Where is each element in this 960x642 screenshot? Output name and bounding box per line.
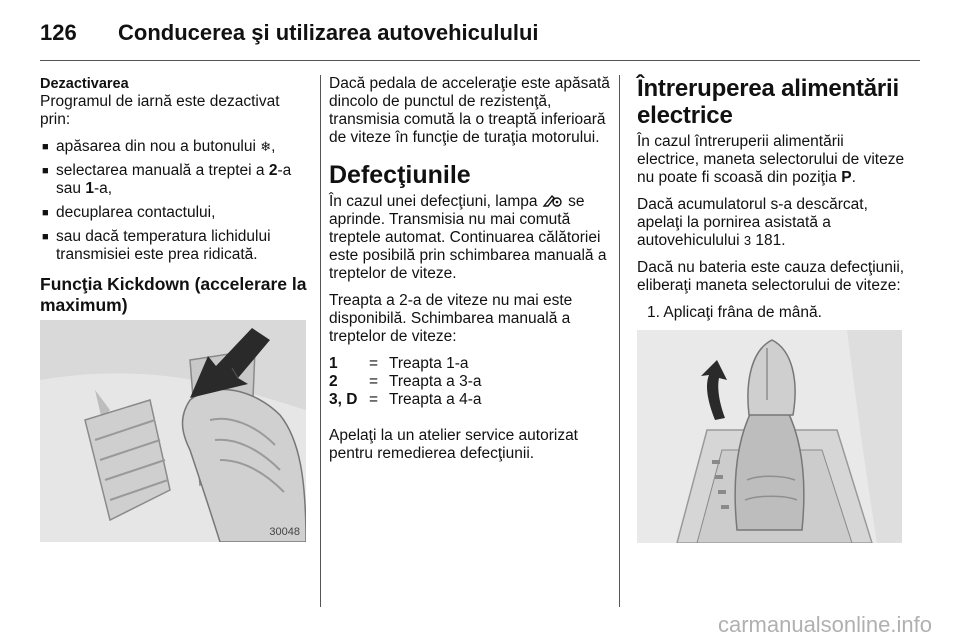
bullet-text: decuplarea contactului, xyxy=(56,204,216,221)
power-paragraph xyxy=(637,133,907,187)
list-item xyxy=(40,204,308,222)
column-2 xyxy=(329,75,611,472)
battery-text: Dacă acumulatorul s-a descărcat, apelaţi la pornirea asistată a autovehiculului xyxy=(637,196,868,249)
gear-selector-image xyxy=(637,330,902,543)
gear-cell: 2 xyxy=(329,373,338,390)
equals-cell: = xyxy=(369,355,379,372)
table-row xyxy=(329,373,481,391)
winter-program-icon: ❄ xyxy=(260,139,272,154)
watermark: carmanualsonline.info xyxy=(717,612,932,637)
gear-cell: 3, D xyxy=(329,391,358,408)
gear-selector-illustration xyxy=(637,330,902,543)
faults-text: se aprinde. Transmisia nu mai comută treptele automat. Continuarea călătoriei este posibilă prin schimbarea manuală a treptelor de viteze. xyxy=(329,193,607,282)
heading-line: electrice xyxy=(637,102,733,129)
list-item xyxy=(40,162,308,198)
manual-shift-paragraph: Treapta a 2-a de viteze nu mai este disponibilă. Schimbarea manuală a treptelor de viteze: xyxy=(329,292,573,345)
faults-paragraph xyxy=(329,193,611,283)
gear-table xyxy=(329,355,481,409)
column-3 xyxy=(637,75,907,322)
kickdown-paragraph: Dacă pedala de acceleraţie este apăsată dincolo de punctul de rezistenţă, transmisia comută la o treaptă inferioară de viteze în funcţie de turaţia motorului. xyxy=(329,75,610,146)
page-reference-link[interactable]: 181. xyxy=(755,232,786,249)
table-row xyxy=(329,355,481,373)
bullet-text: -a sau xyxy=(56,162,292,197)
numbered-step: 1. Aplicaţi frâna de mână. xyxy=(647,304,822,321)
pedal-illustration xyxy=(40,320,306,542)
position-p: P xyxy=(841,169,852,186)
bullet-text: sau dacă temperatura lichidului transmisiei este prea ridicată. xyxy=(56,228,271,263)
page-header xyxy=(40,14,920,50)
gear-number: 1 xyxy=(85,180,94,197)
bullet-punct: , xyxy=(271,138,276,155)
bullet-icon: ■ xyxy=(42,165,49,177)
release-paragraph: Dacă nu bateria este cauza defecţiunii, eliberaţi maneta selectorului de viteze: xyxy=(637,259,905,294)
page-number: 126 xyxy=(40,20,77,45)
list-item xyxy=(40,138,308,156)
header-divider xyxy=(40,60,920,61)
page-reference-icon: 3 xyxy=(743,233,752,248)
deactivation-heading: Dezactivarea xyxy=(40,76,129,92)
list-item xyxy=(40,228,308,264)
bullet-icon: ■ xyxy=(42,207,49,219)
battery-paragraph xyxy=(637,196,907,250)
deactivation-intro: Programul de iarnă este dezactivat prin: xyxy=(40,93,280,128)
heading-line: Întreruperea alimentării xyxy=(637,75,899,102)
bullet-text: -a, xyxy=(93,180,113,197)
gear-desc-cell: Treapta 1-a xyxy=(389,355,469,372)
bullet-icon: ■ xyxy=(42,231,49,243)
column-1 xyxy=(40,75,308,328)
page-title: Conducerea şi utilizarea autovehiculului xyxy=(118,20,539,45)
equals-cell: = xyxy=(369,391,379,408)
service-paragraph: Apelaţi la un atelier service autorizat pentru remedierea defecţiunii. xyxy=(329,427,578,462)
gear-number: 2 xyxy=(268,162,278,179)
power-text: . xyxy=(851,169,856,186)
gear-desc-cell: Treapta a 3-a xyxy=(389,373,482,390)
column-divider-1 xyxy=(320,75,321,607)
bullet-text: selectarea manuală a treptei a xyxy=(56,162,265,179)
faults-text: În cazul unei defecţiuni, lampa xyxy=(329,193,538,210)
gear-desc-cell: Treapta a 4-a xyxy=(389,391,482,408)
faults-heading: Defecţiunile xyxy=(329,161,471,189)
gear-cell: 1 xyxy=(329,355,338,372)
column-divider-2 xyxy=(619,75,620,607)
gear-warning-icon xyxy=(542,194,564,208)
image-code: 30048 xyxy=(269,526,300,538)
equals-cell: = xyxy=(369,373,379,390)
power-interruption-heading xyxy=(637,75,907,129)
kickdown-heading: Funcţia Kickdown (accelerare la maximum) xyxy=(40,274,307,315)
power-text: În cazul întreruperii alimentării electrice, maneta selectorului de viteze nu poate fi scoasă din poziţia xyxy=(637,133,905,186)
kickdown-pedal-image xyxy=(40,320,306,542)
table-row xyxy=(329,391,481,409)
bullet-text: apăsarea din nou a butonului xyxy=(56,138,256,155)
bullet-icon: ■ xyxy=(42,141,49,153)
